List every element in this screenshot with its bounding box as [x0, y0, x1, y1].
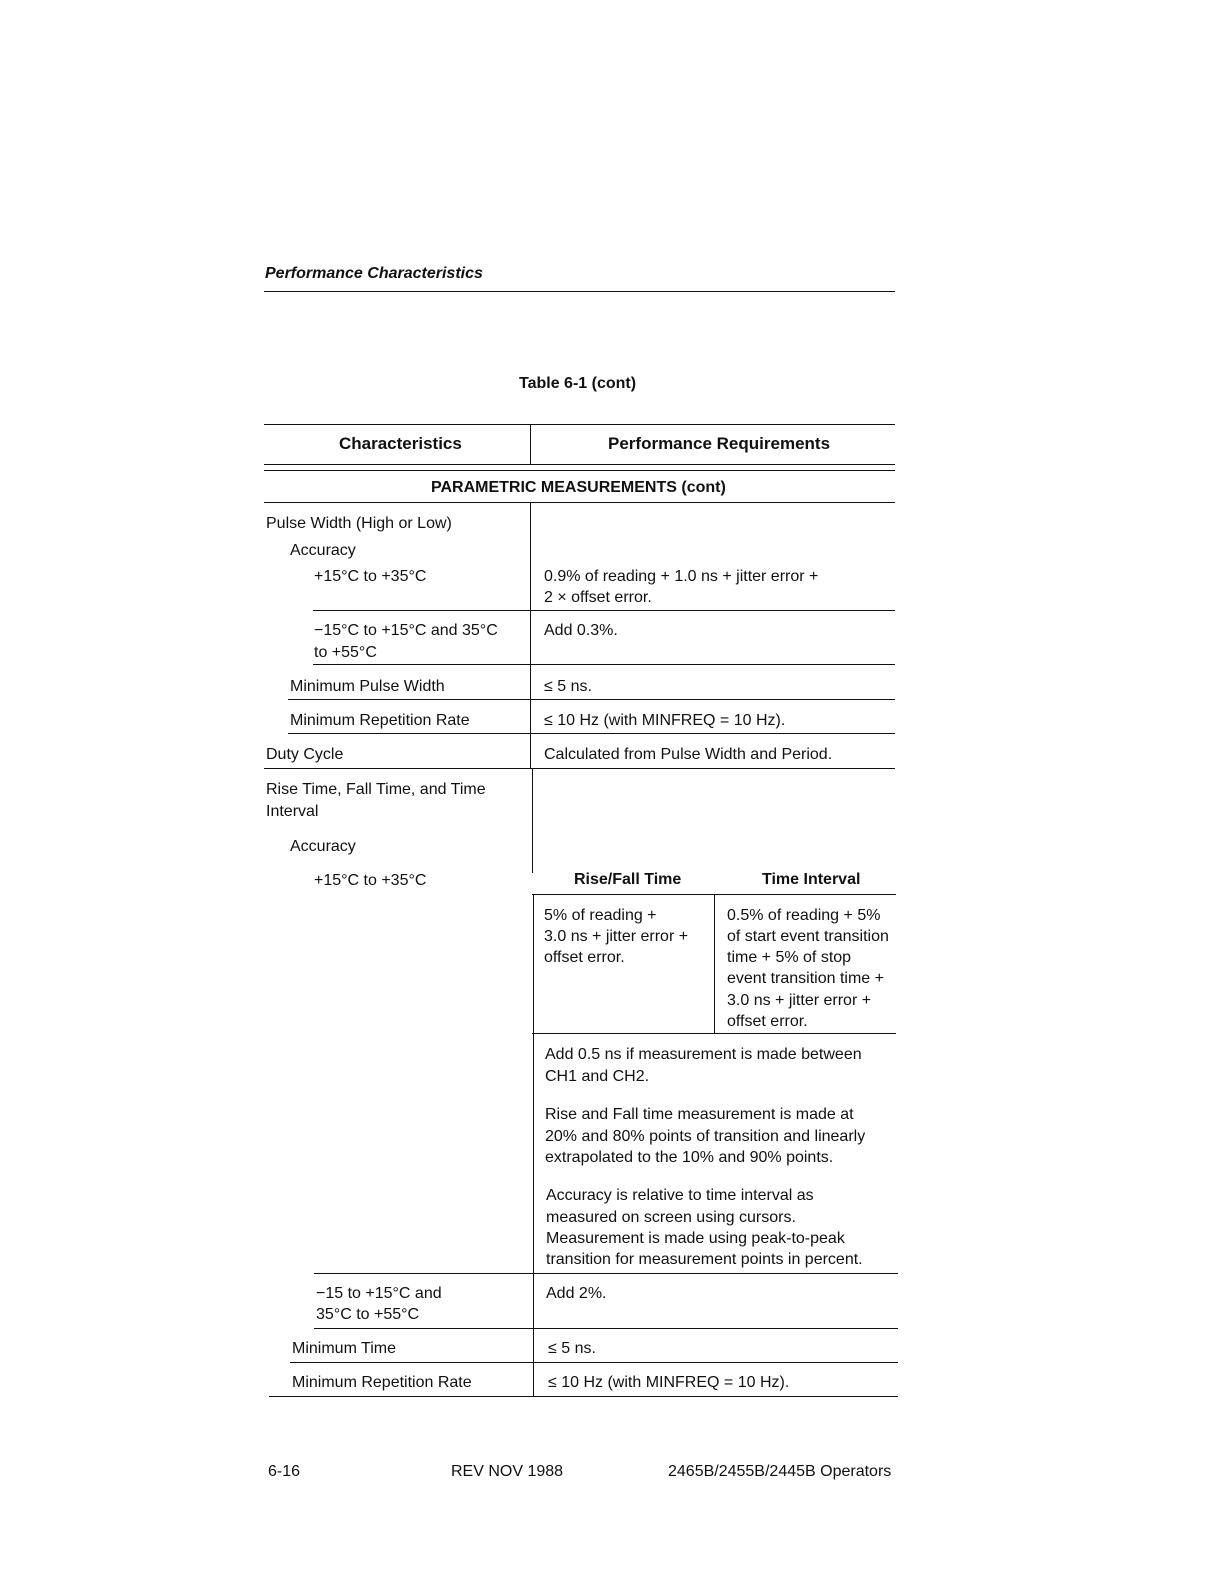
- section-heading: PARAMETRIC MEASUREMENTS (cont): [431, 479, 726, 496]
- running-head: Performance Characteristics: [265, 265, 483, 282]
- row-rule-duty: [264, 768, 895, 769]
- row-rule-rise-req: [532, 1033, 896, 1034]
- note2-line2: 20% and 80% points of transition and linearly: [545, 1128, 866, 1145]
- interval-req-line1: 0.5% of reading + 5%: [727, 907, 881, 924]
- note2-line1: Rise and Fall time measurement is made at: [545, 1106, 854, 1123]
- note3-line2: measured on screen using cursors.: [546, 1209, 796, 1226]
- footer-page-number: 6-16: [268, 1463, 301, 1480]
- pulse-width-min-rep-req: ≤ 10 Hz (with MINFREQ = 10 Hz).: [544, 712, 786, 729]
- rise-time-accuracy: Accuracy: [290, 838, 356, 855]
- column-divider-lower: [533, 894, 534, 1396]
- interval-req-line5: 3.0 ns + jitter error +: [727, 992, 872, 1009]
- pulse-width-temp1-req-line2: 2 × offset error.: [544, 589, 652, 606]
- running-head-rule: [264, 291, 895, 292]
- rise-time-temp2-req: Add 2%.: [546, 1285, 607, 1302]
- rise-time-min-rep-req: ≤ 10 Hz (with MINFREQ = 10 Hz).: [548, 1374, 790, 1391]
- sub-header-time-interval: Time Interval: [762, 871, 861, 888]
- sub-header-rule: [532, 894, 896, 895]
- row-rule-minrep: [288, 733, 895, 734]
- rise-time-temp2-line2: 35°C to +55°C: [316, 1306, 420, 1323]
- rise-fall-req-line1: 5% of reading +: [544, 907, 657, 924]
- rise-time-temp2-line1: −15 to +15°C and: [316, 1285, 442, 1302]
- note1-line1: Add 0.5 ns if measurement is made between: [545, 1046, 862, 1063]
- pulse-width-label: Pulse Width (High or Low): [266, 515, 452, 532]
- footer-revision: REV NOV 1988: [451, 1463, 564, 1480]
- row-rule-temp2b: [314, 1328, 898, 1329]
- table-top-rule: [264, 424, 895, 425]
- row-rule-temp2: [313, 664, 895, 665]
- rise-time-temp1: +15°C to +35°C: [314, 872, 427, 889]
- column-divider-rise: [532, 768, 533, 873]
- footer-manual-title: 2465B/2455B/2445B Operators: [668, 1463, 892, 1480]
- row-rule-notes: [314, 1273, 898, 1274]
- column-divider-upper: [530, 502, 531, 768]
- rise-fall-req-line3: offset error.: [544, 949, 625, 966]
- rise-time-min-time-req: ≤ 5 ns.: [548, 1340, 596, 1357]
- pulse-width-accuracy: Accuracy: [290, 542, 356, 559]
- interval-req-line4: event transition time +: [727, 970, 884, 987]
- note1-line2: CH1 and CH2.: [545, 1068, 650, 1085]
- rise-fall-req-line2: 3.0 ns + jitter error +: [544, 928, 689, 945]
- note2-line3: extrapolated to the 10% and 90% points.: [545, 1149, 834, 1166]
- row-rule-mintime: [290, 1362, 898, 1363]
- sub-header-rise-fall: Rise/Fall Time: [574, 871, 682, 888]
- rise-time-min-rep: Minimum Repetition Rate: [292, 1374, 472, 1391]
- pulse-width-temp2-req: Add 0.3%.: [544, 622, 618, 639]
- rise-time-label-line2: Interval: [266, 803, 319, 820]
- rise-time-label-line1: Rise Time, Fall Time, and Time: [266, 781, 486, 798]
- pulse-width-min-width-req: ≤ 5 ns.: [544, 678, 592, 695]
- note3-line1: Accuracy is relative to time interval as: [546, 1187, 814, 1204]
- table-title: Table 6-1 (cont): [519, 375, 637, 392]
- interval-req-line3: time + 5% of stop: [727, 949, 852, 966]
- duty-cycle-req: Calculated from Pulse Width and Period.: [544, 746, 833, 763]
- section-rule: [264, 502, 895, 503]
- interval-req-line2: of start event transition: [727, 928, 889, 945]
- table-bottom-rule: [269, 1396, 898, 1397]
- row-rule-temp1: [313, 610, 895, 611]
- note3-line4: transition for measurement points in percent.: [546, 1251, 863, 1268]
- header-double-rule-2: [264, 470, 895, 471]
- pulse-width-temp2-line2: to +55°C: [314, 644, 377, 661]
- pulse-width-temp1-req-line1: 0.9% of reading + 1.0 ns + jitter error +: [544, 568, 819, 585]
- rise-time-min-time: Minimum Time: [292, 1340, 397, 1357]
- pulse-width-temp2-line1: −15°C to +15°C and 35°C: [314, 622, 498, 639]
- pulse-width-min-rep: Minimum Repetition Rate: [290, 712, 470, 729]
- subcolumn-divider: [714, 894, 715, 1034]
- pulse-width-min-width: Minimum Pulse Width: [290, 678, 445, 695]
- pulse-width-temp1: +15°C to +35°C: [314, 568, 427, 585]
- interval-req-line6: offset error.: [727, 1013, 808, 1030]
- header-divider: [530, 424, 531, 465]
- row-rule-minwidth: [288, 699, 895, 700]
- column-header-requirements: Performance Requirements: [608, 434, 831, 453]
- column-header-characteristics: Characteristics: [339, 434, 462, 453]
- note3-line3: Measurement is made using peak-to-peak: [546, 1230, 845, 1247]
- header-double-rule-1: [264, 464, 895, 465]
- duty-cycle-label: Duty Cycle: [266, 746, 344, 763]
